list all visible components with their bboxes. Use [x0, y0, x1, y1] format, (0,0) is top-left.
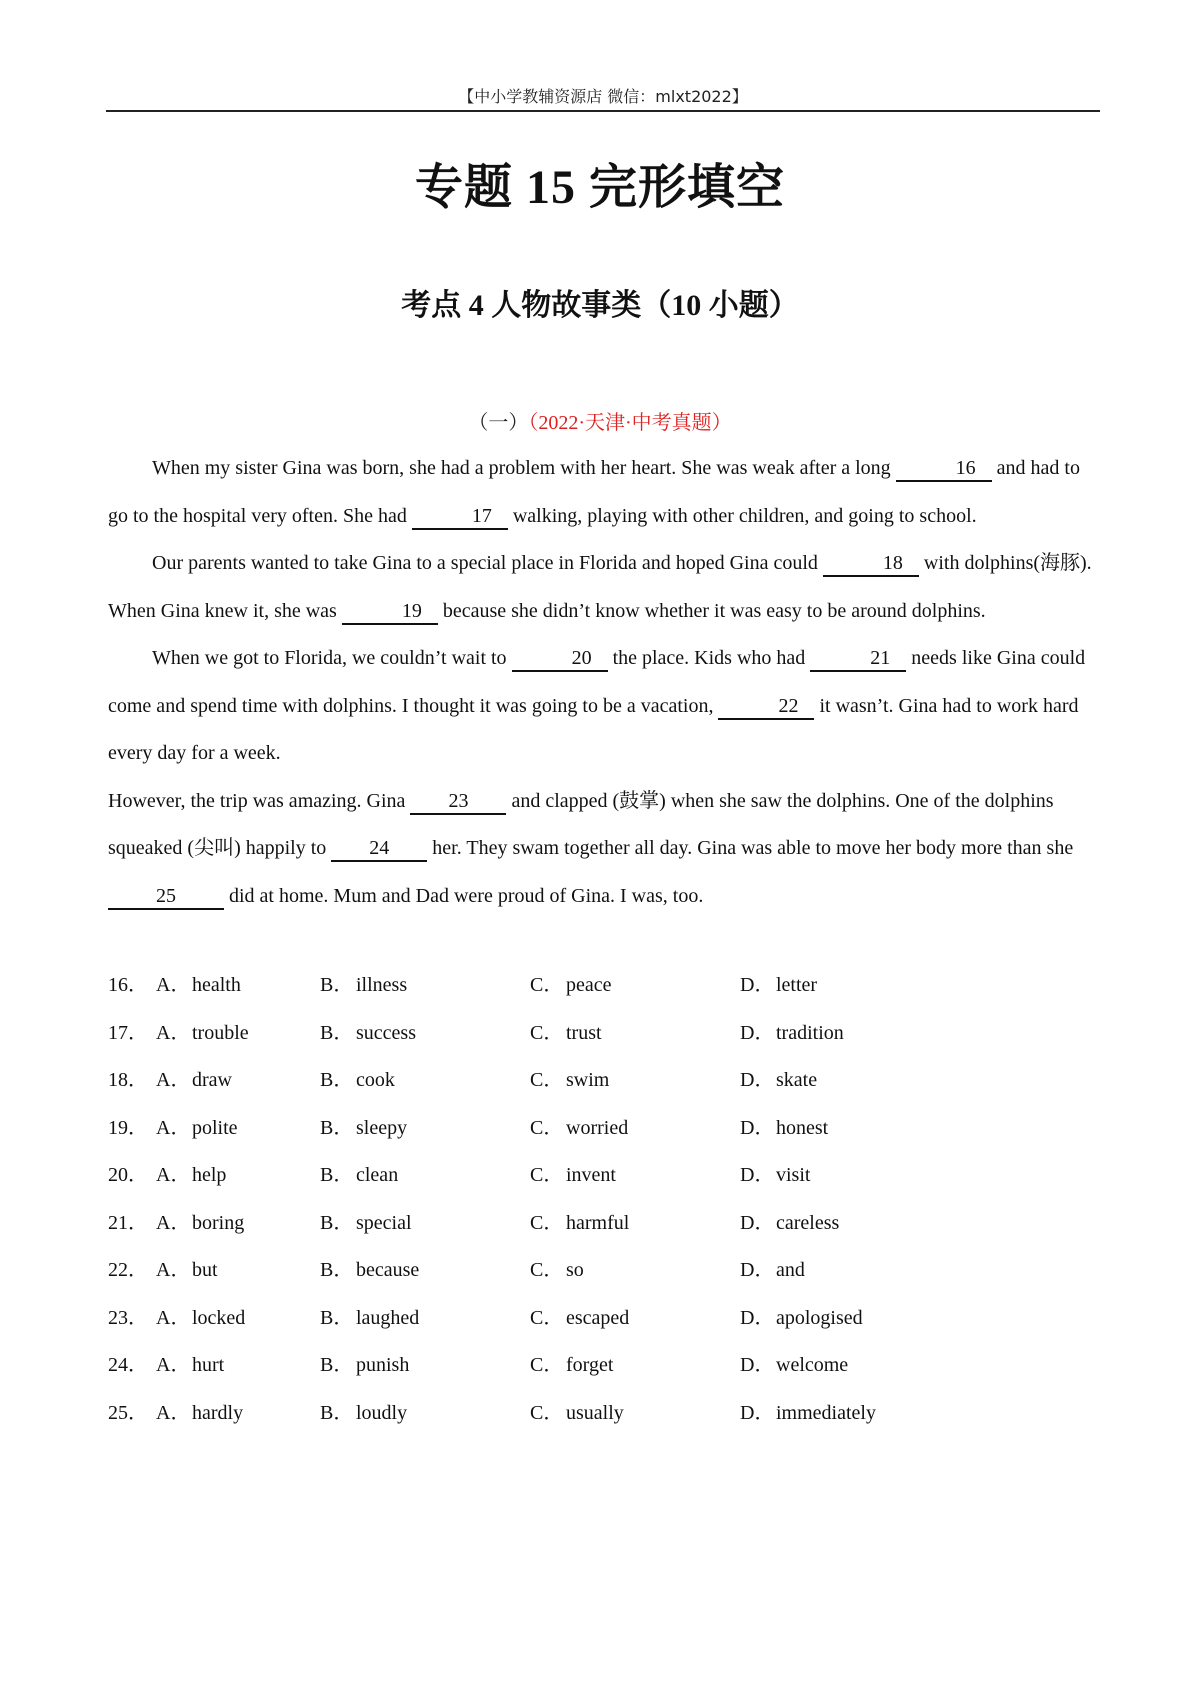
option-letter: B． [320, 1306, 354, 1329]
option-letter: A． [156, 1259, 191, 1281]
option-word: immediately [776, 1401, 876, 1424]
option-letter: C． [530, 1069, 564, 1091]
option-letter: A． [156, 1069, 191, 1091]
option-word: careless [776, 1211, 840, 1234]
option-d [740, 1396, 876, 1425]
passage-paragraph-1 [108, 445, 1102, 540]
option-c [530, 1016, 602, 1045]
option-word: illness [356, 974, 408, 996]
blank-22: 22 [718, 695, 814, 720]
option-d [740, 1206, 839, 1235]
option-word: help [192, 1164, 227, 1186]
option-word: sleepy [356, 1116, 408, 1139]
option-letter: A． [156, 974, 191, 996]
option-word: escaped [566, 1306, 630, 1329]
option-letter: D． [740, 1401, 775, 1424]
option-word: honest [776, 1116, 829, 1139]
option-d [740, 1301, 863, 1330]
question-options-row [108, 1396, 1102, 1444]
option-a [156, 1396, 243, 1425]
blank-24: 24 [331, 837, 427, 862]
option-letter: B． [320, 1211, 354, 1234]
question-number: 23． [108, 1306, 148, 1329]
passage-paragraph-2 [108, 540, 1102, 635]
blank-19: 19 [342, 600, 438, 625]
option-letter: C． [530, 1116, 564, 1139]
option-letter: C． [530, 1354, 564, 1376]
option-a [156, 1301, 245, 1330]
option-a [156, 1253, 218, 1282]
option-b [320, 1348, 409, 1377]
blank-16: 16 [896, 457, 992, 482]
question-number: 21． [108, 1211, 148, 1234]
page-subtitle: 考点 4 人物故事类（10 小题） [401, 289, 799, 322]
passage-text: it wasn’t. Gina had to work hard every day for a week. [108, 694, 1079, 764]
blank-25: 25 [108, 885, 224, 910]
blank-23: 23 [410, 790, 506, 815]
option-word: visit [776, 1164, 811, 1186]
section-source: （2022·天津·中考真题） [528, 412, 732, 434]
option-letter: D． [740, 1164, 775, 1186]
option-word: swim [566, 1069, 610, 1091]
option-c [530, 1206, 629, 1235]
option-word: usually [566, 1401, 624, 1424]
option-b [320, 1206, 412, 1235]
option-letter: D． [740, 1306, 775, 1329]
option-b [320, 1016, 416, 1045]
option-letter: A． [156, 1211, 191, 1234]
option-word: tradition [776, 1021, 844, 1044]
question-options-row [108, 1348, 1102, 1396]
question-number: 25． [108, 1401, 148, 1424]
blank-21: 21 [810, 647, 906, 672]
option-letter: D． [740, 1211, 775, 1234]
option-letter: A． [156, 1021, 191, 1044]
option-word: punish [356, 1354, 410, 1376]
option-letter: B． [320, 1354, 354, 1376]
option-c [530, 1158, 616, 1187]
option-c [530, 1396, 624, 1425]
passage-text: her. They swam together all day. Gina was able to move her body more than she [427, 837, 1074, 859]
option-letter: C． [530, 1021, 564, 1044]
option-letter: D． [740, 1116, 775, 1139]
option-word: special [356, 1211, 412, 1234]
passage-text: needs like Gina could come and spend time with dolphins. I thought it was going to be a vacation, [108, 647, 1086, 717]
option-a [156, 1111, 238, 1140]
passage-paragraph-4 [108, 778, 1102, 921]
option-letter: A． [156, 1306, 191, 1329]
option-word: apologised [776, 1306, 863, 1329]
option-a [156, 1348, 224, 1377]
header-divider [106, 110, 1100, 112]
question-options-row [108, 1206, 1102, 1254]
blank-20: 20 [512, 647, 608, 672]
section-prefix: （一） [468, 412, 529, 434]
option-word: so [566, 1259, 584, 1281]
option-word: but [192, 1259, 218, 1281]
option-a [156, 1063, 232, 1092]
option-letter: A． [156, 1164, 191, 1186]
option-word: hurt [192, 1354, 225, 1376]
question-number: 20． [108, 1164, 148, 1186]
option-d [740, 1016, 844, 1045]
page-header: 【中小学教辅资源店 微信：mlxt2022】 [458, 87, 748, 106]
option-word: cook [356, 1069, 395, 1091]
option-b [320, 1396, 407, 1425]
option-letter: A． [156, 1401, 191, 1424]
question-options-row [108, 1111, 1102, 1159]
passage-text: Our parents wanted to take Gina to a special place in Florida and hoped Gina could [152, 552, 823, 574]
option-c [530, 1253, 584, 1282]
page-title: 专题 15 完形填空 [414, 161, 785, 214]
option-letter: A． [156, 1116, 191, 1139]
option-a [156, 1016, 249, 1045]
option-word: hardly [192, 1401, 244, 1424]
option-word: worried [566, 1116, 629, 1139]
option-word: success [356, 1021, 416, 1044]
option-word: invent [566, 1164, 616, 1186]
option-word: boring [192, 1211, 245, 1234]
option-word: forget [566, 1354, 614, 1376]
option-word: trust [566, 1021, 602, 1044]
option-letter: B． [320, 1116, 354, 1139]
blank-17: 17 [412, 505, 508, 530]
passage-text: did at home. Mum and Dad were proud of Gina. I was, too. [224, 884, 704, 907]
option-b [320, 1253, 419, 1282]
option-letter: C． [530, 1164, 564, 1186]
option-letter: D． [740, 974, 775, 996]
option-word: polite [192, 1116, 238, 1139]
option-word: loudly [356, 1401, 408, 1424]
question-number: 22． [108, 1259, 148, 1281]
option-c [530, 968, 612, 997]
option-word: draw [192, 1069, 232, 1091]
option-letter: B． [320, 1021, 354, 1044]
option-a [156, 1206, 244, 1235]
question-number: 17． [108, 1021, 148, 1044]
option-word: clean [356, 1164, 399, 1186]
question-number: 18． [108, 1069, 148, 1091]
option-b [320, 1063, 395, 1092]
question-options-row [108, 968, 1102, 1016]
option-c [530, 1063, 609, 1092]
question-options-row [108, 1301, 1102, 1349]
question-options-row [108, 1063, 1102, 1111]
question-number: 19． [108, 1116, 148, 1139]
option-letter: C． [530, 974, 564, 996]
passage-text: the place. Kids who had [607, 647, 811, 669]
option-b [320, 1111, 407, 1140]
option-letter: B． [320, 1259, 354, 1281]
option-word: and [776, 1259, 805, 1281]
answer-options [108, 968, 1102, 1443]
option-letter: B． [320, 1164, 354, 1186]
option-a [156, 1158, 226, 1187]
option-letter: B． [320, 1069, 354, 1091]
option-letter: D． [740, 1259, 775, 1281]
option-d [740, 968, 817, 997]
option-word: laughed [356, 1306, 420, 1329]
option-word: because [356, 1259, 420, 1281]
option-word: locked [192, 1306, 246, 1329]
passage-text: When my sister Gina was born, she had a problem with her heart. She was weak after a long [152, 457, 896, 479]
option-word: skate [776, 1069, 818, 1091]
passage-text: and clapped (鼓掌) when she saw the dolphins. One of the dolphins squeaked (尖叫) happily to [108, 789, 1054, 859]
option-d [740, 1111, 828, 1140]
cloze-passage [108, 445, 1102, 920]
option-a [156, 968, 241, 997]
option-letter: D． [740, 1354, 775, 1376]
option-b [320, 1301, 419, 1330]
passage-text: However, the trip was amazing. Gina [108, 789, 411, 812]
question-options-row [108, 1016, 1102, 1064]
option-letter: B． [320, 1401, 354, 1424]
question-options-row [108, 1253, 1102, 1301]
option-word: welcome [776, 1354, 849, 1376]
option-word: letter [776, 974, 818, 996]
option-word: trouble [192, 1021, 249, 1044]
question-number: 16． [108, 974, 148, 996]
passage-text: with dolphins(海豚). When Gina knew it, she was [108, 552, 1092, 622]
passage-text: When we got to Florida, we couldn’t wait to [152, 647, 512, 669]
option-letter: D． [740, 1021, 775, 1044]
option-letter: C． [530, 1211, 564, 1234]
option-b [320, 1158, 398, 1187]
option-letter: C． [530, 1259, 564, 1281]
option-c [530, 1301, 629, 1330]
option-word: harmful [566, 1211, 630, 1234]
option-c [530, 1111, 628, 1140]
section-label [0, 406, 1200, 435]
passage-text: because she didn’t know whether it was easy to be around dolphins. [437, 599, 986, 622]
question-options-row [108, 1158, 1102, 1206]
option-word: peace [566, 974, 612, 996]
option-d [740, 1348, 848, 1377]
option-d [740, 1253, 805, 1282]
option-letter: A． [156, 1354, 191, 1376]
option-letter: B． [320, 974, 354, 996]
option-letter: C． [530, 1306, 564, 1329]
passage-text: and had to go to the hospital very often. She had [108, 457, 1080, 527]
option-letter: D． [740, 1069, 775, 1091]
option-c [530, 1348, 613, 1377]
option-b [320, 968, 407, 997]
option-word: health [192, 974, 241, 996]
passage-paragraph-3 [108, 635, 1102, 778]
option-d [740, 1158, 810, 1187]
question-number: 24． [108, 1354, 148, 1376]
option-letter: C． [530, 1401, 564, 1424]
passage-text: walking, playing with other children, and going to school. [507, 504, 977, 527]
option-d [740, 1063, 817, 1092]
blank-18: 18 [823, 552, 919, 577]
